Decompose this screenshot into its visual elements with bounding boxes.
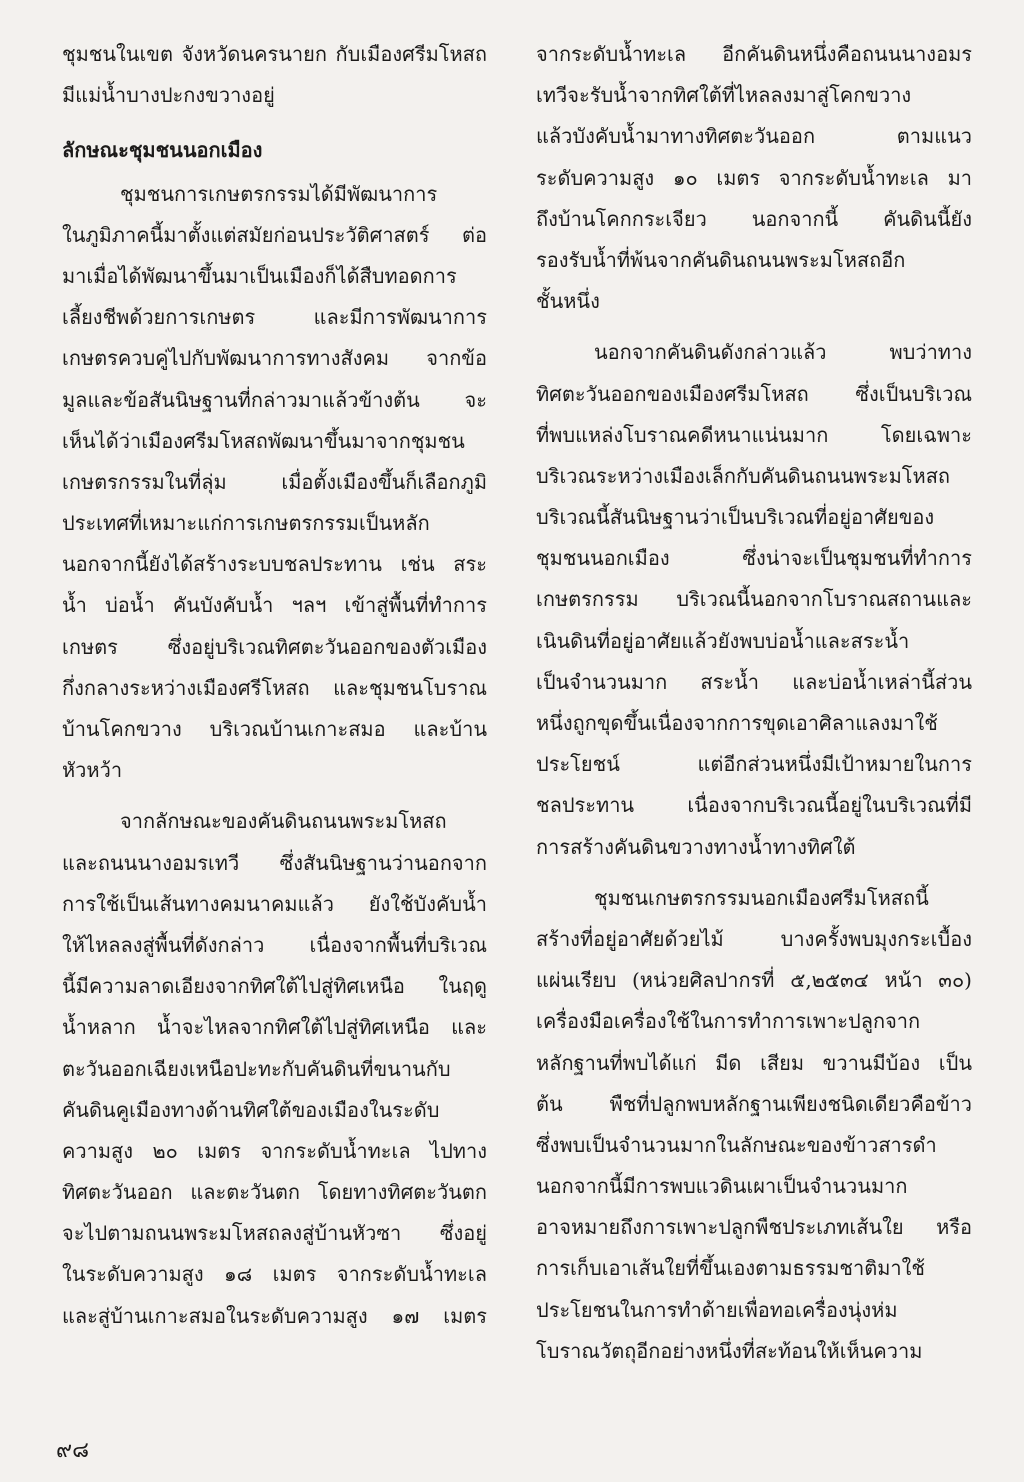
text-line: โบราณวัตถุอีกอย่างหนึ่งที่สะท้อนให้เห็นความ (536, 1338, 923, 1363)
text-line: ต้น พืชที่ปลูกพบหลักฐานเพียงชนิดเดียวคือข้าว (536, 1091, 972, 1116)
text-line: นอกจากนี้ยังได้สร้างระบบชลประทาน เช่น สระ (62, 552, 487, 577)
paragraph-agricultural-communities (62, 174, 487, 792)
text-line: และสู่บ้านเกาะสมอในระดับความสูง ๑๗ เมตร (62, 1303, 487, 1328)
text-line: นอกจากนี้มีการพบแวดินเผาเป็นจำนวนมาก (536, 1174, 908, 1199)
text-line: ทิศตะวันออก และตะวันตก โดยทางทิศตะวันตก (62, 1180, 487, 1205)
text-line: นี้มีความลาดเอียงจากทิศใต้ไปสู่ทิศเหนือ ในฤดู (62, 974, 487, 999)
text-line: ความสูง ๒๐ เมตร จากระดับน้ำทะเล ไปทาง (62, 1138, 487, 1163)
text-line: เกษตรกรรมในที่ลุ่ม เมื่อตั้งเมืองขึ้นก็เลือกภูมิ (62, 469, 487, 494)
paragraph-earthworks-continued (536, 34, 972, 322)
text-line: รองรับน้ำที่พ้นจากคันดินถนนพระมโหสถอีก (536, 247, 906, 272)
text-line: กึ่งกลางระหว่างเมืองศรีโหสถ และชุมชนโบราณ (62, 675, 487, 700)
text-line: น้ำหลาก น้ำจะไหลจากทิศใต้ไปสู่ทิศเหนือ และ (62, 1015, 487, 1040)
text-line: บ้านโคกขวาง บริเวณบ้านเกาะสมอ และบ้าน (62, 717, 487, 741)
paragraph-earthworks (62, 801, 487, 1336)
right-column (536, 34, 972, 1372)
text-line: ชุมชนเกษตรกรรมนอกเมืองศรีมโหสถนี้ (594, 885, 929, 910)
text-line: เกษตร ซึ่งอยู่บริเวณทิศตะวันออกของตัวเมือง (62, 634, 487, 659)
text-line: จะไปตามถนนพระมโหสถลงสู่บ้านหัวซา ซึ่งอยู่ (62, 1221, 487, 1246)
text-line: น้ำ บ่อน้ำ คันบังคับน้ำ ฯลฯ เข้าสู่พื้นที่ทำการ (62, 593, 487, 618)
text-line: การใช้เป็นเส้นทางคมนาคมแล้ว ยังใช้บังคับน้ำ (62, 891, 487, 916)
text-line: ระดับความสูง ๑๐ เมตร จากระดับน้ำทะเล มา (536, 165, 972, 190)
text-line: การสร้างคันดินขวางทางน้ำทางทิศใต้ (536, 834, 856, 859)
text-line: ซึ่งพบเป็นจำนวนมากในลักษณะของข้าวสารดำ (536, 1132, 937, 1157)
text-line: ชุมชนนอกเมือง ซึ่งน่าจะเป็นชุมชนที่ทำการ (536, 546, 972, 571)
text-line: ประเทศที่เหมาะแก่การเกษตรกรรมเป็นหลัก (62, 511, 430, 536)
paragraph-eastern-area (536, 332, 972, 867)
text-line: ที่พบแหล่งโบราณคดีหนาแน่นมาก โดยเฉพาะ (536, 422, 972, 447)
text-line: แล้วบังคับน้ำมาทางทิศตะวันออก ตามแนว (536, 124, 972, 149)
text-line: หลักฐานที่พบได้แก่ มีด เสียม ขวานมีบ้อง เป็น (536, 1050, 972, 1075)
paragraph-intro-continued (62, 34, 487, 116)
text-line: ทิศตะวันออกของเมืองศรีมโหสถ ซึ่งเป็นบริเวณ (536, 381, 972, 406)
text-line: ในภูมิภาคนี้มาตั้งแต่สมัยก่อนประวัติศาสตร์ ต่อ (62, 222, 487, 247)
text-line: เกษตรควบคู่ไปกับพัฒนาการทางสังคม จากข้อ (62, 346, 487, 371)
text-line: จากระดับน้ำทะเล อีกคันดินหนึ่งคือถนนนางอมร (536, 42, 972, 66)
section-heading: ลักษณะชุมชนนอกเมือง (62, 138, 263, 163)
text-line: ถึงบ้านโคกกระเจียว นอกจากนี้ คันดินนี้ยัง (536, 206, 972, 231)
text-line: การเก็บเอาเส้นใยที่ขึ้นเองตามธรรมชาติมาใช้ (536, 1256, 925, 1281)
text-line: บริเวณระหว่างเมืองเล็กกับคันดินถนนพระมโหสถ (536, 463, 951, 488)
text-line: เนินดินที่อยู่อาศัยแล้วยังพบบ่อน้ำและสระน้ำ (536, 628, 910, 653)
text-line: ให้ไหลลงสู่พื้นที่ดังกล่าว เนื่องจากพื้นที่บริเวณ (62, 932, 487, 957)
text-line: ชั้นหนึ่ง (536, 289, 600, 314)
text-line: มาเมื่อได้พัฒนาขึ้นมาเป็นเมืองก็ได้สืบทอดการ (62, 263, 457, 288)
text-line: คันดินคูเมืองทางด้านทิศใต้ของเมืองในระดับ (62, 1097, 440, 1122)
text-line: เลี้ยงชีพด้วยการเกษตร และมีการพัฒนาการ (62, 305, 487, 330)
text-line: มีแม่น้ำบางปะกงขวางอยู่ (62, 83, 275, 108)
text-line: ชุมชนในเขต จังหวัดนครนายก กับเมืองศรีมโหสถ (62, 42, 487, 66)
text-line: นอกจากคันดินดังกล่าวแล้ว พบว่าทาง (594, 340, 972, 365)
text-line: เกษตรกรรม บริเวณนี้นอกจากโบราณสถานและ (536, 587, 972, 612)
text-line: แผ่นเรียบ (หน่วยศิลปากรที่ ๕,๒๕๓๔ หน้า ๓๐) (536, 968, 972, 993)
text-line: เครื่องมือเครื่องใช้ในการทำการเพาะปลูกจาก (536, 1009, 921, 1034)
text-line: หัวหว้า (62, 758, 123, 783)
text-line: จากลักษณะของคันดินถนนพระมโหสถ (120, 809, 447, 834)
text-line: ตะวันออกเฉียงเหนือปะทะกับคันดินที่ขนานกับ (62, 1056, 451, 1081)
text-line: บริเวณนี้สันนิษฐานว่าเป็นบริเวณที่อยู่อาศัยของ (536, 505, 935, 530)
text-line: ชุมชนการเกษตรกรรมได้มีพัฒนาการ (120, 181, 438, 206)
text-line: และถนนนางอมรเทวี ซึ่งสันนิษฐานว่านอกจาก (62, 850, 487, 875)
text-line: เทวีจะรับน้ำจากทิศใต้ที่ไหลลงมาสู่โคกขวาง (536, 83, 912, 108)
paragraph-dwellings-and-tools (536, 878, 972, 1372)
text-line: มูลและข้อสันนิษฐานที่กล่าวมาแล้วข้างต้น จะ (62, 387, 487, 412)
text-line: ประโยชนในการทำด้ายเพื่อทอเครื่องนุ่งห่ม (536, 1297, 898, 1322)
page-number: ๙๘ (56, 1438, 90, 1463)
text-line: ชลประทาน เนื่องจากบริเวณนี้อยู่ในบริเวณที่มี (536, 793, 972, 818)
text-line: เห็นได้ว่าเมืองศรีมโหสถพัฒนาขึ้นมาจากชุมชน (62, 428, 465, 453)
text-line: อาจหมายถึงการเพาะปลูกพืชประเภทเส้นใย หรือ (536, 1215, 972, 1240)
text-line: ในระดับความสูง ๑๘ เมตร จากระดับน้ำทะเล (62, 1262, 487, 1287)
text-line: ประโยชน์ แต่อีกส่วนหนึ่งมีเป้าหมายในการ (536, 752, 972, 777)
text-line: เป็นจำนวนมาก สระน้ำ และบ่อน้ำเหล่านี้ส่วน (536, 669, 972, 694)
text-line: สร้างที่อยู่อาศัยด้วยไม้ บางครั้งพบมุงกระเบื้อง (536, 926, 972, 951)
left-column (62, 34, 487, 1337)
text-line: หนึ่งถูกขุดขึ้นเนื่องจากการขุดเอาศิลาแลงมาใช้ (536, 711, 938, 735)
